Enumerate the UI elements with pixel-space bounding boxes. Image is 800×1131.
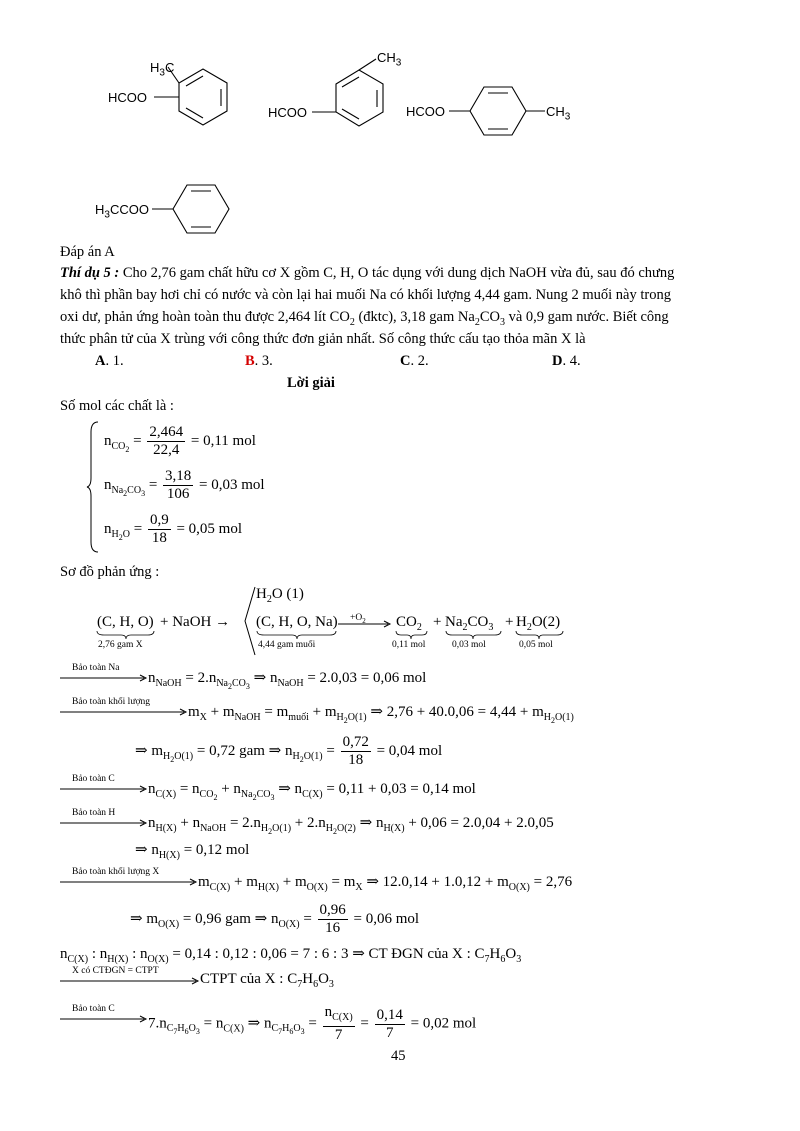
example-line-1: Thí dụ 5 : Cho 2,76 gam chất hữu cơ X gồm C, H, O tác dụng với dung dịch NaOH vừa đủ, sau đó chưng — [60, 265, 675, 281]
arrow-na — [60, 674, 148, 682]
previous-answer: Đáp án A — [60, 244, 115, 260]
step-ctpt: CTPT của X : $C_7H_6O_3$ — [200, 971, 334, 990]
example-line-2: khô thì phần bay hơi chỉ có nước và còn lại hai muối Na có khối lượng 4,44 gam. Nung 2 muối này trong — [60, 287, 671, 303]
benzene-ring-4 — [173, 185, 229, 233]
label-ctdgn-ctpt: X có CTĐGN = CTPT — [72, 966, 159, 976]
scheme-salt-mass: 4,44 gam muối — [258, 640, 316, 650]
solution-title: Lời giải — [287, 375, 335, 391]
arrow-mass-x — [60, 878, 198, 886]
structure-2-ester: HCOO — [268, 105, 307, 120]
structure-1-ester: HCOO — [108, 90, 147, 105]
scheme-plus-2: + — [505, 614, 514, 630]
step-c: $n_{C(X)} = n_{CO_2} + n_{Na_2CO_3}$ ⇒ $n_{C(X)} = 0,11 + 0,03 = 0,14$ mol — [148, 781, 476, 802]
left-brace — [86, 420, 100, 554]
scheme-co2-mol: 0,11 mol — [392, 640, 426, 650]
scheme-intro: Sơ đồ phản ứng : — [60, 564, 160, 580]
scheme-na2co3: $Na_2CO_3$ — [445, 614, 494, 633]
arrow-h — [60, 819, 148, 827]
benzene-ring-2 — [336, 70, 383, 126]
underbrace-co2 — [395, 630, 429, 640]
underbrace-h2o2 — [515, 630, 565, 640]
option-c: C. 2. — [400, 353, 429, 369]
step-mh2o: ⇒ $m_{H_2O(1)} = 0,72$ gam ⇒ $n_{H_2O(1)}$ = $\frac{0,72}{18}$ = 0,04 mol — [135, 734, 443, 768]
benzene-ring-3 — [470, 87, 526, 135]
label-bao-toan-c: Bảo toàn C — [72, 774, 115, 784]
scheme-salt: (C, H, O, Na) — [256, 614, 338, 630]
arrow-mass — [60, 708, 188, 716]
arrow-c — [60, 785, 148, 793]
structure-1-methyl: $H_3C$ — [150, 60, 175, 79]
scheme-o2: $+O_2$ — [350, 613, 366, 625]
step-h-result: ⇒ $n_{H(X)} = 0,12$ mol — [135, 842, 250, 861]
scheme-plus-1: + — [433, 614, 442, 630]
underbrace-reactant — [96, 630, 156, 640]
underbrace-na2co3 — [445, 630, 503, 640]
label-bao-toan-na: Bảo toàn Na — [72, 663, 120, 673]
example-label: Thí dụ 5 : — [60, 265, 120, 281]
step-mass-x: $m_{C(X)} + m_{H(X)} + m_{O(X)} = m_X$ ⇒ $12.0,14 + 1.0,12 + m_{O(X)} = 2,76$ — [198, 874, 573, 893]
step-c2: $7.n_{C_7H_6O_3} = n_{C(X)}$ ⇒ $n_{C_7H_6O_3}$ = $\frac{n_{C(X)}}{7}$ = $\frac{0,14}{7}$ = 0,02 mol — [148, 1004, 477, 1043]
label-bao-toan-khoi-luong-x: Bảo toàn khối lượng X — [72, 867, 160, 877]
scheme-reactant: (C, H, O) — [97, 614, 154, 630]
option-b: B. 3. — [245, 353, 273, 369]
option-a: A. 1. — [95, 353, 124, 369]
arrow-ctpt — [60, 977, 200, 985]
step-mass: $m_X + m_{NaOH} = m_{muối} + m_{H_2O(1)}$ ⇒ $2,76 + 40.0,06 = 4,44 + m_{H_2O(1)}$ — [188, 704, 574, 725]
mol-na2co3: $n_{Na_2CO_3}$ = $\frac{3,18}{106}$ = 0,03 mol — [104, 468, 265, 502]
mol-h2o: $n_{H_2O}$ = $\frac{0,9}{18}$ = 0,05 mol — [104, 512, 242, 546]
scheme-co2: $CO_2$ — [396, 614, 422, 633]
structure-3-ester: HCOO — [406, 104, 445, 119]
scheme-arrow — [338, 620, 392, 628]
example-line-4: thức phân tử của X trùng với công thức đơn giản nhất. Số công thức cấu tạo thỏa mãn X là — [60, 331, 586, 347]
scheme-h2o-1: $H_2O$ (1) — [256, 586, 304, 605]
step-h: $n_{H(X)} + n_{NaOH} = 2.n_{H_2O(1)} + 2.n_{H_2O(2)}$ ⇒ $n_{H(X)} + 0,06 = 2.0,04 + 2.0,05$ — [148, 815, 554, 836]
scheme-h2o-2: $H_2O(2)$ — [516, 614, 561, 633]
mol-intro: Số mol các chất là : — [60, 398, 174, 414]
step-na: $n_{NaOH} = 2.n_{Na_2CO_3}$ ⇒ $n_{NaOH} = 2.0,03 = 0,06$ mol — [148, 670, 427, 691]
angle-bracket — [243, 586, 257, 656]
scheme-na2co3-mol: 0,03 mol — [452, 640, 486, 650]
label-bao-toan-c-2: Bảo toàn C — [72, 1004, 115, 1014]
structure-3-methyl: $CH_3$ — [546, 104, 571, 123]
benzene-ring-1 — [179, 69, 227, 125]
option-d: D. 4. — [552, 353, 581, 369]
structure-4-ester: $H_3CCOO$ — [95, 202, 149, 221]
mol-co2: $n_{CO_2}$ = $\frac{2,464}{22,4}$ = 0,11 mol — [104, 424, 256, 458]
structure-2-methyl: $CH_3$ — [377, 50, 402, 69]
label-bao-toan-khoi-luong: Bảo toàn khối lượng — [72, 697, 150, 707]
step-ratio: $n_{C(X)}$ : $n_{H(X)}$ : $n_{O(X)} = 0,14$ : 0,12 : 0,06 = 7 : 6 : 3 ⇒ CT ĐGN của X : $C_7H_6O_3$ — [60, 946, 522, 965]
step-mo: ⇒ $m_{O(X)} = 0,96$ gam ⇒ $n_{O(X)}$ = $\frac{0,96}{16}$ = 0,06 mol — [130, 902, 420, 936]
underbrace-salt — [256, 630, 338, 640]
scheme-h2o2-mol: 0,05 mol — [519, 640, 553, 650]
label-bao-toan-h: Bảo toàn H — [72, 808, 116, 818]
scheme-naoh: + NaOH → — [160, 614, 231, 630]
example-line-3: oxi dư, phản ứng hoàn toàn thu được 2,464 lít $CO_2$ (đktc), 3,18 gam $Na_2CO_3$ và 0,9 gam nước. Biết công — [60, 309, 669, 328]
scheme-reactant-mass: 2,76 gam X — [98, 640, 143, 650]
page-number: 45 — [391, 1048, 406, 1064]
arrow-c-2 — [60, 1015, 148, 1023]
